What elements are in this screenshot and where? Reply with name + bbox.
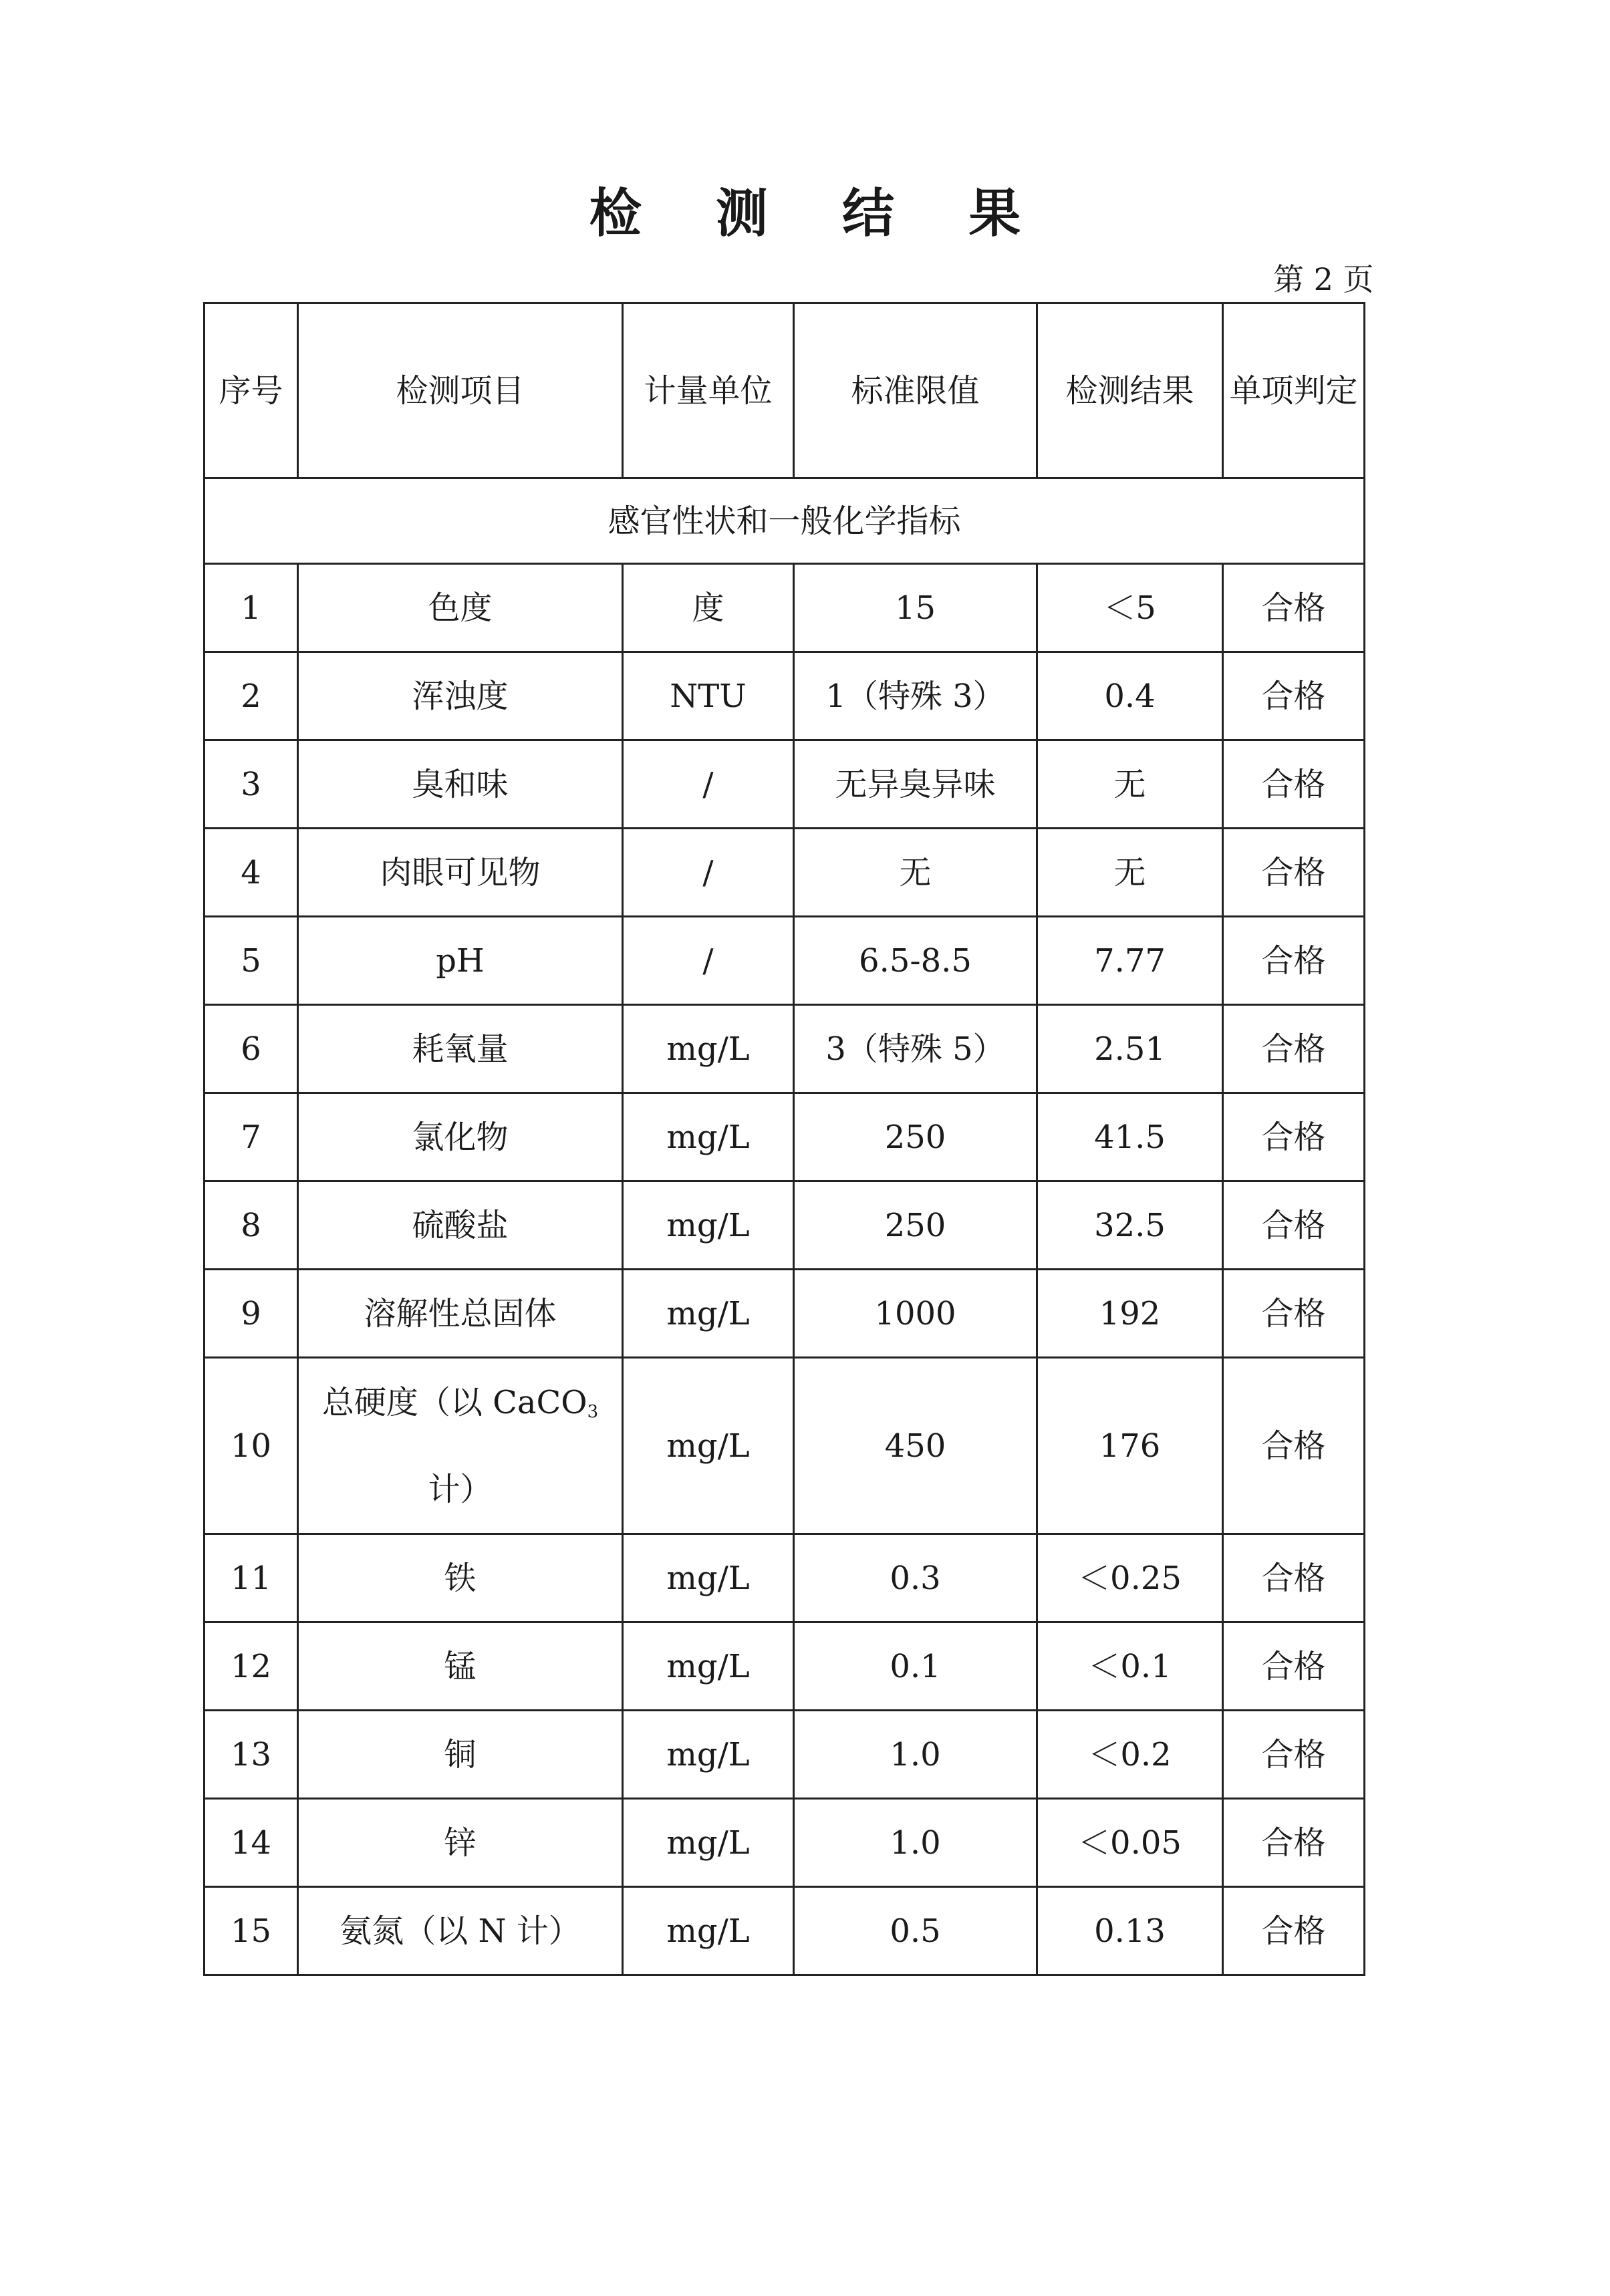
limit-cell: 1.0 xyxy=(794,1799,1037,1887)
item-cell: 臭和味 xyxy=(298,740,623,829)
page-title: 检 测 结 果 xyxy=(589,184,1049,244)
table-row xyxy=(205,917,1365,1005)
item-cell xyxy=(298,1358,623,1534)
table-row xyxy=(205,1622,1365,1711)
unit-cell: NTU xyxy=(623,652,794,740)
limit-cell: 无异臭异味 xyxy=(794,740,1037,829)
result-cell: 无 xyxy=(1037,829,1223,917)
item-cell: 氯化物 xyxy=(298,1093,623,1181)
table-row xyxy=(205,1181,1365,1270)
judgement-cell: 合格 xyxy=(1223,1887,1365,1975)
result-cell: 32.5 xyxy=(1037,1181,1223,1270)
item-cell: 硫酸盐 xyxy=(298,1181,623,1270)
item-cell: 肉眼可见物 xyxy=(298,829,623,917)
table-row xyxy=(205,1534,1365,1622)
results-table xyxy=(203,302,1365,1976)
seq-cell: 15 xyxy=(205,1887,298,1975)
judgement-cell: 合格 xyxy=(1223,1181,1365,1270)
result-cell: 2.51 xyxy=(1037,1005,1223,1093)
item-cell: 锌 xyxy=(298,1799,623,1887)
item-cell: 溶解性总固体 xyxy=(298,1270,623,1358)
table-row xyxy=(205,1358,1365,1534)
limit-cell: 1（特殊 3） xyxy=(794,652,1037,740)
unit-cell: mg/L xyxy=(623,1711,794,1799)
item-cell: 浑浊度 xyxy=(298,652,623,740)
unit-cell: / xyxy=(623,740,794,829)
table-row xyxy=(205,1270,1365,1358)
section-title: 感官性状和一般化学指标 xyxy=(205,478,1365,564)
limit-cell: 无 xyxy=(794,829,1037,917)
seq-cell: 4 xyxy=(205,829,298,917)
unit-cell: mg/L xyxy=(623,1181,794,1270)
item-cell: 耗氧量 xyxy=(298,1005,623,1093)
result-cell: ＜0.05 xyxy=(1037,1799,1223,1887)
limit-cell: 3（特殊 5） xyxy=(794,1005,1037,1093)
seq-cell: 14 xyxy=(205,1799,298,1887)
table-row xyxy=(205,740,1365,829)
table-row xyxy=(205,564,1365,652)
result-cell: ＜0.25 xyxy=(1037,1534,1223,1622)
seq-cell: 7 xyxy=(205,1093,298,1181)
section-row xyxy=(205,478,1365,564)
table-row xyxy=(205,1887,1365,1975)
header-unit: 计量单位 xyxy=(623,303,794,478)
seq-cell: 13 xyxy=(205,1711,298,1799)
table-row xyxy=(205,652,1365,740)
judgement-cell: 合格 xyxy=(1223,1799,1365,1887)
unit-cell: mg/L xyxy=(623,1358,794,1534)
result-cell: ＜0.2 xyxy=(1037,1711,1223,1799)
unit-cell: mg/L xyxy=(623,1534,794,1622)
result-cell: 192 xyxy=(1037,1270,1223,1358)
limit-cell: 6.5-8.5 xyxy=(794,917,1037,1005)
table-row xyxy=(205,1711,1365,1799)
page-number: 第 2 页 xyxy=(1273,261,1374,297)
judgement-cell: 合格 xyxy=(1223,829,1365,917)
item-cell: pH xyxy=(298,917,623,1005)
seq-cell: 3 xyxy=(205,740,298,829)
result-cell: ＜5 xyxy=(1037,564,1223,652)
table-header-row xyxy=(205,303,1365,478)
judgement-cell: 合格 xyxy=(1223,1270,1365,1358)
limit-cell: 450 xyxy=(794,1358,1037,1534)
result-cell: ＜0.1 xyxy=(1037,1622,1223,1711)
seq-cell: 5 xyxy=(205,917,298,1005)
header-judgement: 单项判定 xyxy=(1223,303,1365,478)
limit-cell: 15 xyxy=(794,564,1037,652)
unit-cell: mg/L xyxy=(623,1093,794,1181)
judgement-cell: 合格 xyxy=(1223,1005,1365,1093)
judgement-cell: 合格 xyxy=(1223,1534,1365,1622)
result-cell: 0.4 xyxy=(1037,652,1223,740)
limit-cell: 0.5 xyxy=(794,1887,1037,1975)
item-cell: 铜 xyxy=(298,1711,623,1799)
header-item: 检测项目 xyxy=(298,303,623,478)
judgement-cell: 合格 xyxy=(1223,1358,1365,1534)
result-cell: 7.77 xyxy=(1037,917,1223,1005)
unit-cell: mg/L xyxy=(623,1005,794,1093)
result-cell: 41.5 xyxy=(1037,1093,1223,1181)
item-text-suffix: 计） xyxy=(428,1470,493,1508)
result-cell: 无 xyxy=(1037,740,1223,829)
seq-cell: 2 xyxy=(205,652,298,740)
judgement-cell: 合格 xyxy=(1223,740,1365,829)
table-row xyxy=(205,829,1365,917)
item-cell: 氨氮（以 N 计） xyxy=(298,1887,623,1975)
item-text-prefix: 总硬度（以 CaCO xyxy=(321,1383,587,1421)
seq-cell: 8 xyxy=(205,1181,298,1270)
limit-cell: 250 xyxy=(794,1093,1037,1181)
seq-cell: 1 xyxy=(205,564,298,652)
seq-cell: 12 xyxy=(205,1622,298,1711)
unit-cell: mg/L xyxy=(623,1887,794,1975)
seq-cell: 6 xyxy=(205,1005,298,1093)
table-row xyxy=(205,1093,1365,1181)
result-cell: 176 xyxy=(1037,1358,1223,1534)
unit-cell: / xyxy=(623,829,794,917)
judgement-cell: 合格 xyxy=(1223,1622,1365,1711)
unit-cell: / xyxy=(623,917,794,1005)
unit-cell: 度 xyxy=(623,564,794,652)
unit-cell: mg/L xyxy=(623,1622,794,1711)
judgement-cell: 合格 xyxy=(1223,1711,1365,1799)
seq-cell: 11 xyxy=(205,1534,298,1622)
seq-cell: 10 xyxy=(205,1358,298,1534)
limit-cell: 1.0 xyxy=(794,1711,1037,1799)
judgement-cell: 合格 xyxy=(1223,1093,1365,1181)
judgement-cell: 合格 xyxy=(1223,564,1365,652)
judgement-cell: 合格 xyxy=(1223,917,1365,1005)
table-row xyxy=(205,1799,1365,1887)
limit-cell: 250 xyxy=(794,1181,1037,1270)
table-row xyxy=(205,1005,1365,1093)
unit-cell: mg/L xyxy=(623,1270,794,1358)
item-cell: 色度 xyxy=(298,564,623,652)
item-cell: 铁 xyxy=(298,1534,623,1622)
limit-cell: 0.3 xyxy=(794,1534,1037,1622)
judgement-cell: 合格 xyxy=(1223,652,1365,740)
header-limit: 标准限值 xyxy=(794,303,1037,478)
result-cell: 0.13 xyxy=(1037,1887,1223,1975)
seq-cell: 9 xyxy=(205,1270,298,1358)
header-result: 检测结果 xyxy=(1037,303,1223,478)
limit-cell: 1000 xyxy=(794,1270,1037,1358)
header-seq: 序号 xyxy=(205,303,298,478)
limit-cell: 0.1 xyxy=(794,1622,1037,1711)
item-subscript: 3 xyxy=(587,1401,599,1422)
item-cell: 锰 xyxy=(298,1622,623,1711)
unit-cell: mg/L xyxy=(623,1799,794,1887)
